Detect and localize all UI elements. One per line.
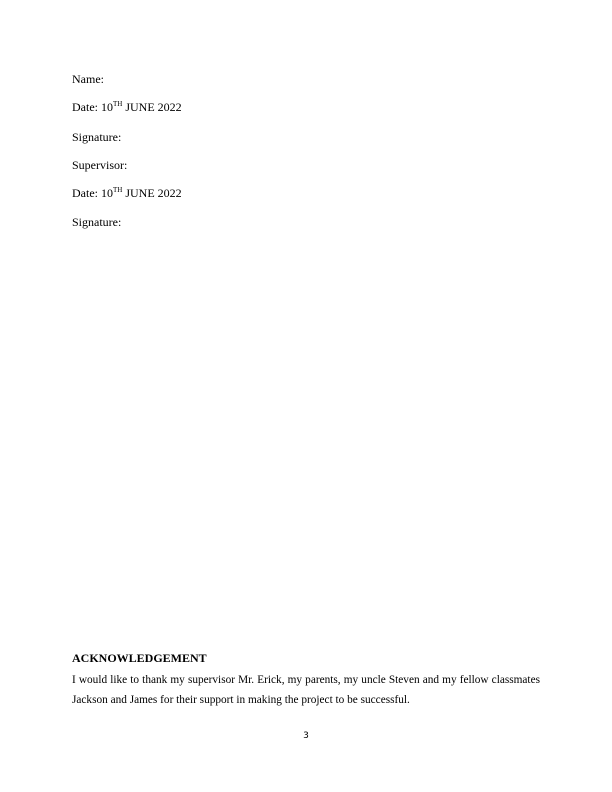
- signature-field: [72, 130, 121, 144]
- supervisor-label: Supervisor:: [72, 158, 128, 172]
- supervisor-date-label: Date: 10: [72, 186, 113, 200]
- supervisor-signature-field: [72, 215, 121, 229]
- name-field: [72, 72, 104, 86]
- page-number: 3: [303, 731, 309, 741]
- date-month-year: JUNE 2022: [122, 100, 182, 114]
- acknowledgement-paragraph: I would like to thank my supervisor Mr. Erick, my parents, my uncle Steven and my fellow classmates Jackson and James for their support in making the project to be successful.: [72, 674, 540, 706]
- name-label: Name:: [72, 72, 104, 86]
- date-field: [72, 100, 182, 116]
- acknowledgement-heading: ACKNOWLEDGEMENT: [72, 651, 207, 665]
- signature-label: Signature:: [72, 130, 122, 144]
- supervisor-field: [72, 158, 127, 172]
- date-label: Date: 10: [72, 100, 113, 114]
- supervisor-date-ordinal-suffix: TH: [113, 186, 123, 194]
- date-ordinal-suffix: TH: [113, 100, 123, 108]
- supervisor-signature-label: Signature:: [72, 215, 122, 229]
- supervisor-date-month-year: JUNE 2022: [122, 186, 182, 200]
- supervisor-date-field: [72, 186, 182, 202]
